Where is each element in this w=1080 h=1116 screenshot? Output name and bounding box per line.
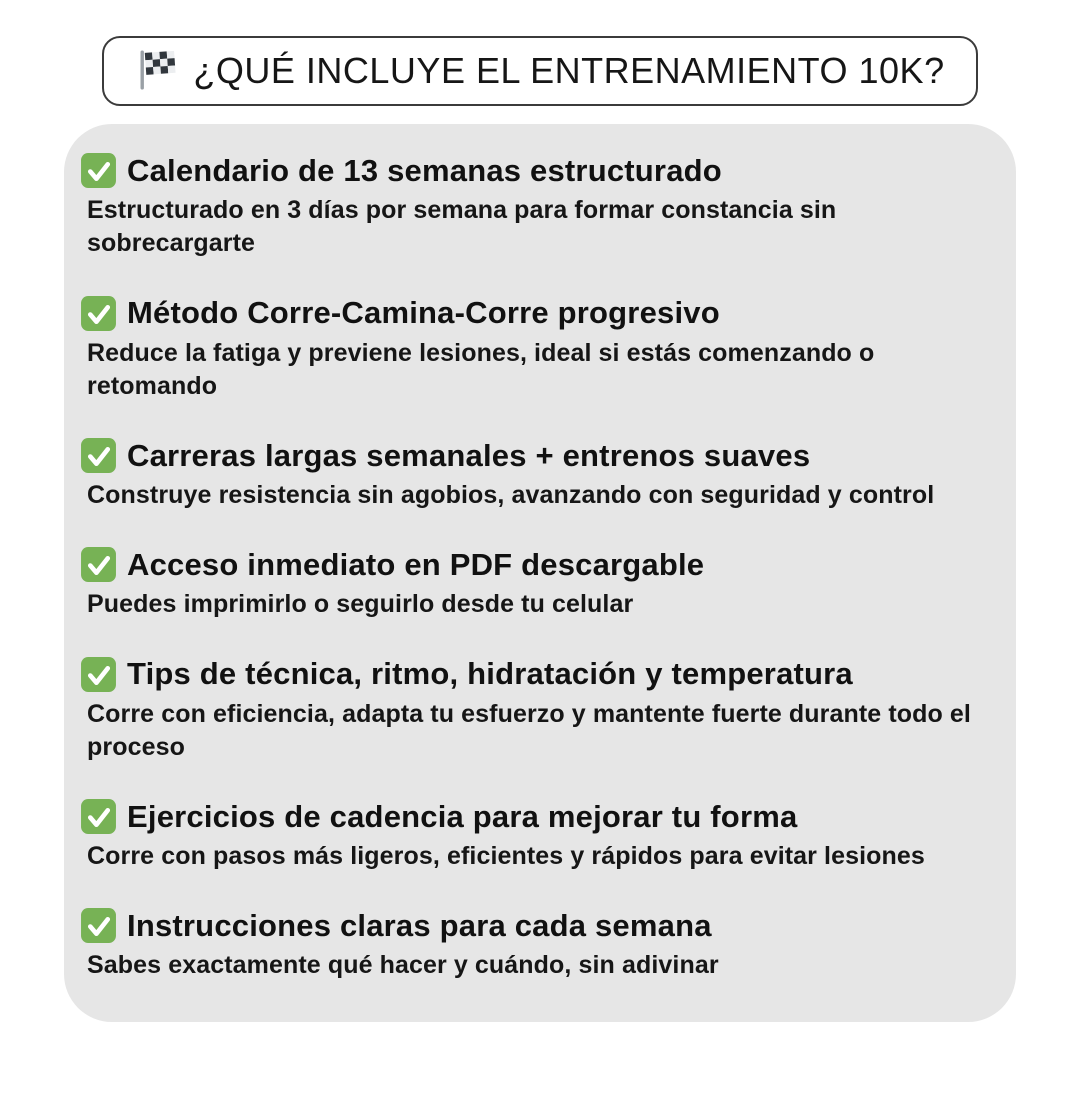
item-title: Carreras largas semanales + entrenos suaves	[127, 437, 811, 473]
page-title: ¿QUÉ INCLUYE EL ENTRENAMIENTO 10K?	[193, 50, 945, 91]
green-check-icon	[80, 546, 117, 583]
item-description: Sabes exactamente qué hacer y cuándo, sin adivinar	[87, 951, 719, 980]
title-box	[102, 36, 978, 106]
checkered-flag-icon	[135, 48, 179, 92]
item-heading-row	[80, 907, 998, 944]
item-title: Ejercicios de cadencia para mejorar tu forma	[127, 798, 798, 834]
item-heading-row	[80, 546, 998, 583]
item-title: Método Corre-Camina-Corre progresivo	[127, 295, 720, 330]
green-check-icon	[80, 295, 117, 332]
list-item	[80, 907, 998, 982]
item-description: Puedes imprimirlo o seguirlo desde tu celular	[87, 590, 634, 619]
content-panel	[64, 124, 1016, 1022]
item-description: Reduce la fatiga y previene lesiones, ideal si estás comenzando o retomando	[87, 338, 875, 400]
list-item	[80, 437, 998, 512]
item-title: Calendario de 13 semanas estructurado	[127, 152, 722, 188]
list-item	[80, 798, 998, 873]
item-title: Acceso inmediato en PDF descargable	[127, 546, 705, 582]
item-heading-row	[80, 656, 998, 693]
list-item	[80, 295, 998, 404]
item-heading-row	[80, 295, 998, 332]
item-heading-row	[80, 152, 998, 189]
item-heading-row	[80, 798, 998, 835]
item-heading-row	[80, 437, 998, 474]
list-item	[80, 152, 998, 261]
item-description: Construye resistencia sin agobios, avanzando con seguridad y control	[87, 481, 935, 509]
green-check-icon	[80, 656, 117, 693]
item-description: Estructurado en 3 días por semana para formar constancia sin sobrecargarte	[87, 196, 837, 258]
green-check-icon	[80, 437, 117, 474]
item-title: Tips de técnica, ritmo, hidratación y temperatura	[127, 656, 853, 691]
green-check-icon	[80, 152, 117, 189]
list-item	[80, 656, 998, 765]
green-check-icon	[80, 798, 117, 835]
item-title: Instrucciones claras para cada semana	[127, 907, 712, 943]
item-description: Corre con pasos más ligeros, eficientes y rápidos para evitar lesiones	[87, 842, 925, 870]
item-description: Corre con eficiencia, adapta tu esfuerzo y mantente fuerte durante todo el proceso	[87, 699, 971, 761]
green-check-icon	[80, 907, 117, 944]
list-item	[80, 546, 998, 621]
